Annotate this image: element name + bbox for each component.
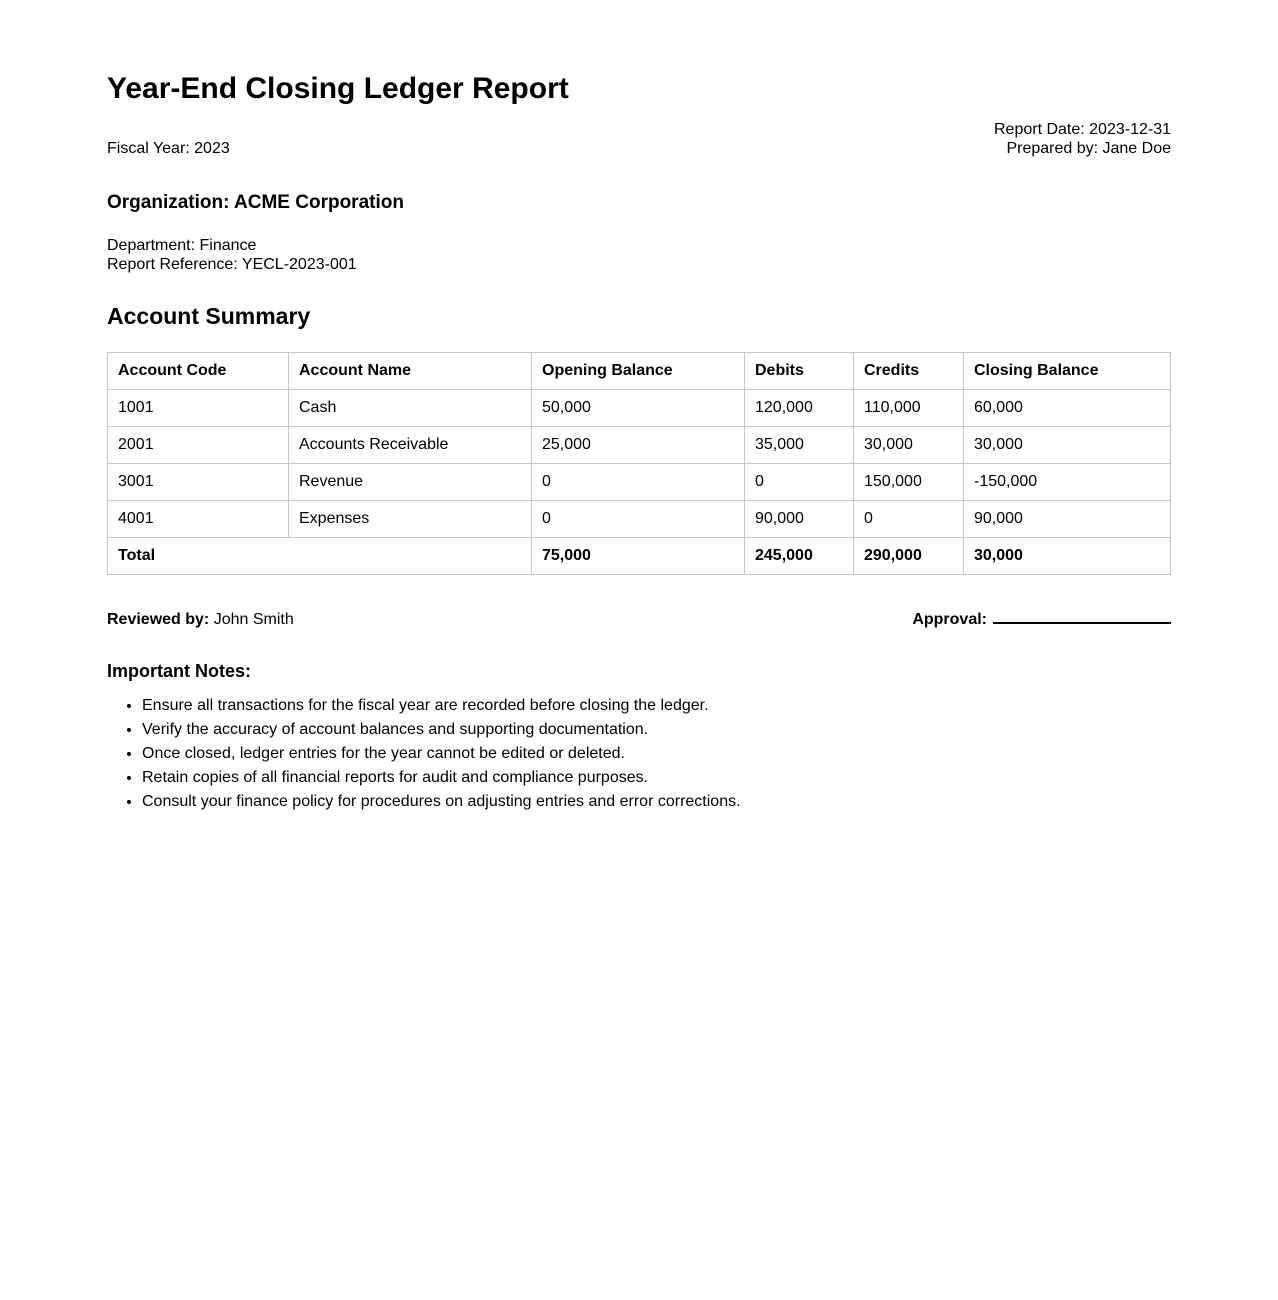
account-summary-heading: Account Summary — [107, 303, 311, 329]
note-item: • Ensure all transactions for the fiscal year are recorded before closing the ledger. — [142, 696, 1171, 715]
department-block — [107, 236, 1171, 274]
note-item: • Consult your finance policy for procedures on adjusting entries and error corrections. — [142, 792, 1171, 811]
approval-label: Approval: — [912, 611, 987, 628]
cell-opening-balance: 0 — [532, 501, 745, 538]
approval-signature-line — [993, 608, 1171, 624]
cell-total-opening: 75,000 — [532, 538, 745, 575]
note-item: • Verify the accuracy of account balances and supporting documentation. — [142, 720, 1171, 739]
table-header-row — [108, 353, 1171, 390]
table-row — [108, 464, 1171, 501]
col-header-credits: Credits — [854, 353, 964, 390]
table-row — [108, 390, 1171, 427]
cell-opening-balance: 25,000 — [532, 427, 745, 464]
note-item: • Retain copies of all financial reports for audit and compliance purposes. — [142, 768, 1171, 787]
reviewed-by — [107, 610, 294, 629]
cell-closing-balance: -150,000 — [964, 464, 1171, 501]
cell-opening-balance: 50,000 — [532, 390, 745, 427]
table-row — [108, 427, 1171, 464]
important-notes-list — [107, 696, 1171, 811]
cell-opening-balance: 0 — [532, 464, 745, 501]
cell-account-code: 3001 — [108, 464, 289, 501]
cell-account-code: 4001 — [108, 501, 289, 538]
fiscal-year-text: Fiscal Year: 2023 — [107, 140, 230, 157]
col-header-closing-balance: Closing Balance — [964, 353, 1171, 390]
col-header-account-code: Account Code — [108, 353, 289, 390]
cell-account-name: Cash — [289, 390, 532, 427]
table-total-row — [108, 538, 1171, 575]
page-title: Year-End Closing Ledger Report — [107, 72, 569, 105]
report-meta-right — [994, 120, 1171, 158]
col-header-debits: Debits — [745, 353, 854, 390]
cell-credits: 150,000 — [854, 464, 964, 501]
report-reference-text: Report Reference: YECL-2023-001 — [107, 256, 357, 273]
approval — [912, 608, 1171, 629]
col-header-account-name: Account Name — [289, 353, 532, 390]
cell-total-debits: 245,000 — [745, 538, 854, 575]
cell-debits: 120,000 — [745, 390, 854, 427]
department-text: Department: Finance — [107, 237, 257, 254]
cell-credits: 0 — [854, 501, 964, 538]
note-item: • Once closed, ledger entries for the year cannot be edited or deleted. — [142, 744, 1171, 763]
reviewed-by-value: John Smith — [213, 611, 294, 628]
cell-debits: 0 — [745, 464, 854, 501]
prepared-by-text: Prepared by: Jane Doe — [1006, 140, 1171, 157]
important-notes-heading: Important Notes: — [107, 661, 251, 681]
cell-total-credits: 290,000 — [854, 538, 964, 575]
cell-account-code: 2001 — [108, 427, 289, 464]
cell-account-name: Accounts Receivable — [289, 427, 532, 464]
cell-total-closing: 30,000 — [964, 538, 1171, 575]
cell-closing-balance: 30,000 — [964, 427, 1171, 464]
cell-debits: 90,000 — [745, 501, 854, 538]
cell-account-name: Revenue — [289, 464, 532, 501]
cell-credits: 110,000 — [854, 390, 964, 427]
report-date-text: Report Date: 2023-12-31 — [994, 121, 1171, 138]
col-header-opening-balance: Opening Balance — [532, 353, 745, 390]
signoff-row — [107, 608, 1171, 629]
account-summary-table — [107, 352, 1171, 575]
cell-debits: 35,000 — [745, 427, 854, 464]
organization-heading: Organization: ACME Corporation — [107, 192, 404, 213]
reviewed-by-label: Reviewed by: — [107, 611, 210, 628]
cell-account-name: Expenses — [289, 501, 532, 538]
cell-account-code: 1001 — [108, 390, 289, 427]
cell-total-label: Total — [108, 538, 532, 575]
cell-closing-balance: 60,000 — [964, 390, 1171, 427]
report-meta — [107, 120, 1171, 158]
cell-closing-balance: 90,000 — [964, 501, 1171, 538]
cell-credits: 30,000 — [854, 427, 964, 464]
table-row — [108, 501, 1171, 538]
